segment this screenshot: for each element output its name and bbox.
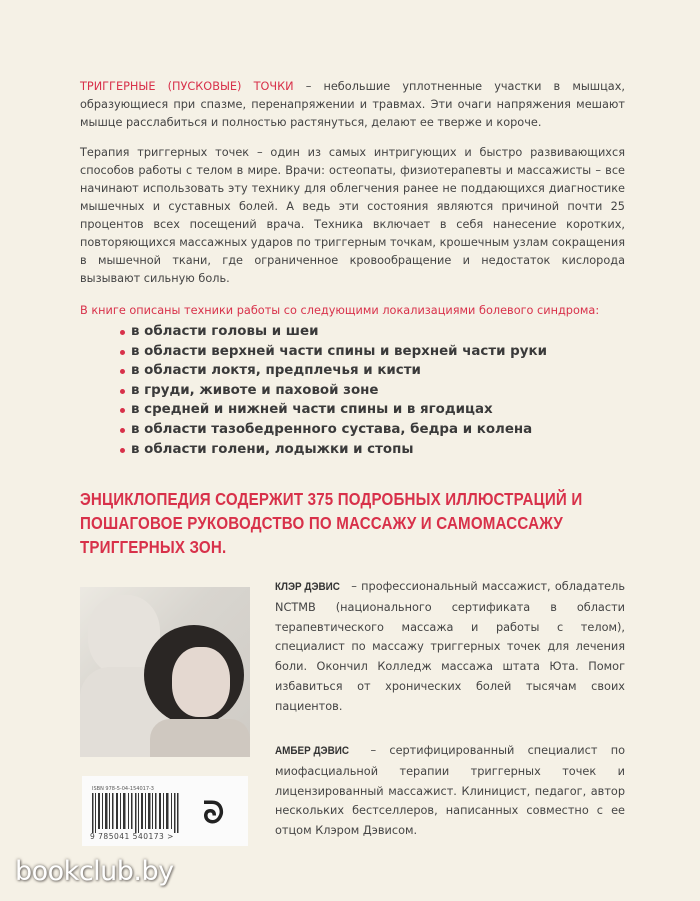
photo-woman-body bbox=[150, 719, 250, 757]
barcode-block bbox=[82, 776, 248, 846]
location-item: в области тазобедренного сустава, бедра и колена bbox=[120, 420, 625, 440]
location-item: в области головы и шеи bbox=[120, 322, 625, 342]
watermark: bookclub.by bbox=[15, 856, 174, 887]
encyclopedia-headline: ЭНЦИКЛОПЕДИЯ СОДЕРЖИТ 375 ПОДРОБНЫХ ИЛЛЮСТРАЦИЙ И ПОШАГОВОЕ РУКОВОДСТВО ПО МАССАЖУ И САМОМАССАЖУ ТРИГГЕРНЫХ ЗОН. bbox=[80, 489, 583, 558]
intro-definition: – небольшие уплотненные участки в мышцах, образующиеся при спазме, перенапряжении и травмах. Эти очаги напряжения мешают мышце расслабиться и полностью растянуться, делают ее тверже и короче. bbox=[80, 80, 625, 129]
back-cover-text bbox=[80, 78, 625, 559]
author-bio-text: – профессиональный массажист, обладатель NCTMB (национального сертификата в области терапевтического массажа и работы с телом), специалист по массажу триггерных точек для лечения боли. Окончил Колледж массажа штата Юта. Помог избавиться от хронических болей тысячам своих пациентов. bbox=[275, 580, 625, 713]
location-item: в груди, животе и паховой зоне bbox=[120, 381, 625, 401]
author-name: КЛЭР ДЭВИС bbox=[275, 581, 340, 593]
author-bio-text: – сертифицированный специалист по миофасциальной терапии триггерных точек и лицензированный массажист. Клиницист, педагог, автор нескольких бестселлеров, написанных совместно с ее отцом Клэром Дэвисом. bbox=[275, 744, 625, 838]
locations-intro: В книге описаны техники работы со следующими локализациями болевого синдрома: bbox=[80, 304, 600, 317]
author-bio-claire bbox=[275, 577, 625, 717]
barcode-icon bbox=[92, 793, 182, 833]
trigger-points-term: ТРИГГЕРНЫЕ (ПУСКОВЫЕ) ТОЧКИ bbox=[80, 80, 294, 93]
photo-woman-face bbox=[172, 647, 230, 717]
isbn-label: ISBN 978-5-04-154017-3 bbox=[92, 786, 154, 792]
location-item: в области верхней части спины и верхней части руки bbox=[120, 342, 625, 362]
intro-paragraph bbox=[80, 78, 625, 132]
authors-photo bbox=[80, 587, 250, 757]
publisher-logo-icon: ᘐ bbox=[203, 796, 225, 831]
ean-number: 9 785041 540173 > bbox=[90, 832, 174, 841]
location-item: в области голени, лодыжки и стопы bbox=[120, 440, 625, 460]
location-item: в области локтя, предплечья и кисти bbox=[120, 361, 625, 381]
therapy-paragraph: Терапия триггерных точек – один из самых интригующих и быстро развивающихся способов работы с телом в мире. Врачи: остеопаты, физиотерапевты и массажисты – все начинают использовать эту технику для облегчения ранее не поддающихся диагностике мышечных и суставных болей. А ведь эти состояния являются причиной почти 25 процентов всех посещений врача. Техника включает в себя нанесение коротких, повторяющихся массажных ударов по триггерным точкам, крошечным узлам сокращения в мышечной ткани, где ограниченное кровообращение и недостаток кислорода вызывают сильную боль. bbox=[80, 146, 625, 285]
locations-list bbox=[120, 322, 625, 459]
location-item: в средней и нижней части спины и в ягодицах bbox=[120, 400, 625, 420]
author-name: АМБЕР ДЭВИС bbox=[275, 745, 349, 757]
author-bio-amber bbox=[275, 741, 625, 841]
